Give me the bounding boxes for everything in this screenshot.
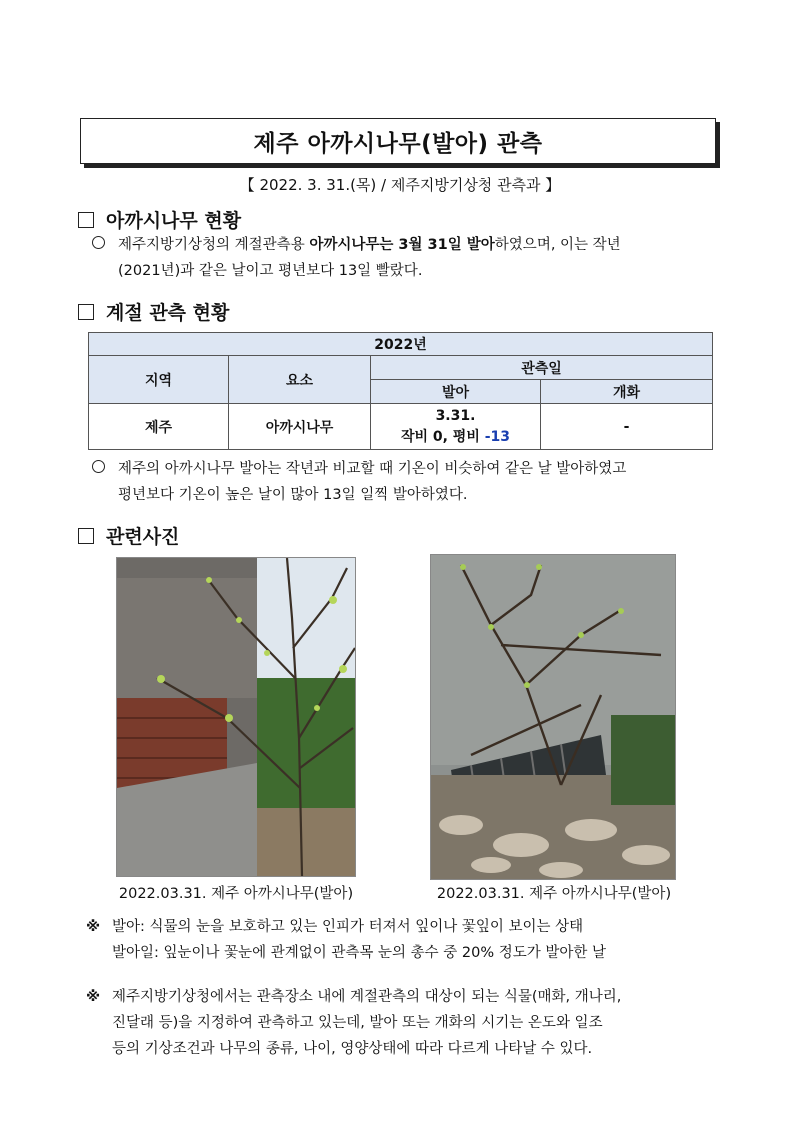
table-header-region: 지역: [89, 356, 229, 404]
section-heading-photos: [78, 522, 179, 549]
section-heading-text: 관련사진: [106, 526, 180, 548]
budding-diff-text: 작비 0, 평비: [400, 428, 485, 445]
photo-right: [430, 554, 676, 880]
budding-diff: [371, 427, 540, 448]
observation-table: [88, 332, 713, 450]
budding-date: 3.31.: [435, 407, 476, 424]
table-cell-element: 아까시나무: [229, 404, 371, 450]
table-header-budding: 발아: [371, 380, 541, 404]
observation-line-1: 제주의 아까시나무 발아는 작년과 비교할 때 기온이 비슷하여 같은 날 발아하였고: [118, 461, 627, 477]
section-heading-text: 계절 관측 현황: [106, 302, 230, 324]
reference-mark-icon: ※: [86, 989, 101, 1005]
status-text-mid: 하였으며, 이는 작년: [494, 237, 621, 253]
observation-paragraph: [92, 456, 732, 508]
note-definitions: [86, 914, 726, 966]
section-heading-observation: [78, 298, 229, 325]
circle-bullet-icon: [92, 236, 105, 249]
status-line-1: [118, 232, 724, 258]
photo-left: [116, 557, 356, 877]
note-info-line-3: 등의 기상조건과 나무의 종류, 나이, 영양상태에 따라 다르게 나타날 수 있다.: [112, 1041, 593, 1057]
budding-diff-normal: -13: [484, 428, 511, 445]
status-text-bold: 아까시나무는 3월 31일 발아: [309, 237, 495, 253]
square-bullet-icon: [78, 528, 94, 544]
note-budding-date-definition: 발아일: 잎눈이나 꽃눈에 관계없이 관측목 눈의 총수 중 20% 정도가 발아한 날: [112, 945, 607, 961]
table-header-obsdate: 관측일: [371, 356, 713, 380]
section-heading-text: 아까시나무 현황: [106, 210, 242, 232]
table-year-header: 2022년: [89, 333, 713, 356]
reference-mark-icon: ※: [86, 919, 101, 935]
note-budding-definition: 발아: 식물의 눈을 보호하고 있는 인피가 터져서 잎이나 꽃잎이 보이는 상태: [112, 919, 584, 935]
title-box: [80, 118, 716, 164]
circle-bullet-icon: [92, 460, 105, 473]
status-line-2: (2021년)과 같은 날이고 평년보다 13일 빨랐다.: [118, 263, 423, 279]
table-header-flowering: 개화: [541, 380, 713, 404]
page-title: 제주 아까시나무(발아) 관측: [253, 130, 543, 157]
status-paragraph: [92, 232, 724, 284]
subtitle: 【 2022. 3. 31.(목) / 제주지방기상청 관측과 】: [239, 176, 561, 194]
table-cell-flowering: -: [541, 404, 713, 450]
square-bullet-icon: [78, 212, 94, 228]
note-info-line-2: 진달래 등)을 지정하여 관측하고 있는데, 발아 또는 개화의 시기는 온도와 일조: [112, 1015, 603, 1031]
observation-line-2: 평년보다 기온이 높은 날이 많아 13일 일찍 발아하였다.: [118, 487, 468, 503]
table-cell-region: 제주: [89, 404, 229, 450]
photo-caption-left: 2022.03.31. 제주 아까시나무(발아): [118, 886, 354, 902]
table-header-element: 요소: [229, 356, 371, 404]
square-bullet-icon: [78, 304, 94, 320]
note-observation-info: [86, 984, 726, 1062]
note-info-line-1: 제주지방기상청에서는 관측장소 내에 계절관측의 대상이 되는 식물(매화, 개나리,: [112, 989, 622, 1005]
photo-caption-right: 2022.03.31. 제주 아까시나무(발아): [436, 886, 672, 902]
section-heading-status: [78, 206, 241, 233]
status-text-pre: 제주지방기상청의 계절관측용: [118, 237, 310, 253]
table-cell-budding: [371, 404, 541, 450]
